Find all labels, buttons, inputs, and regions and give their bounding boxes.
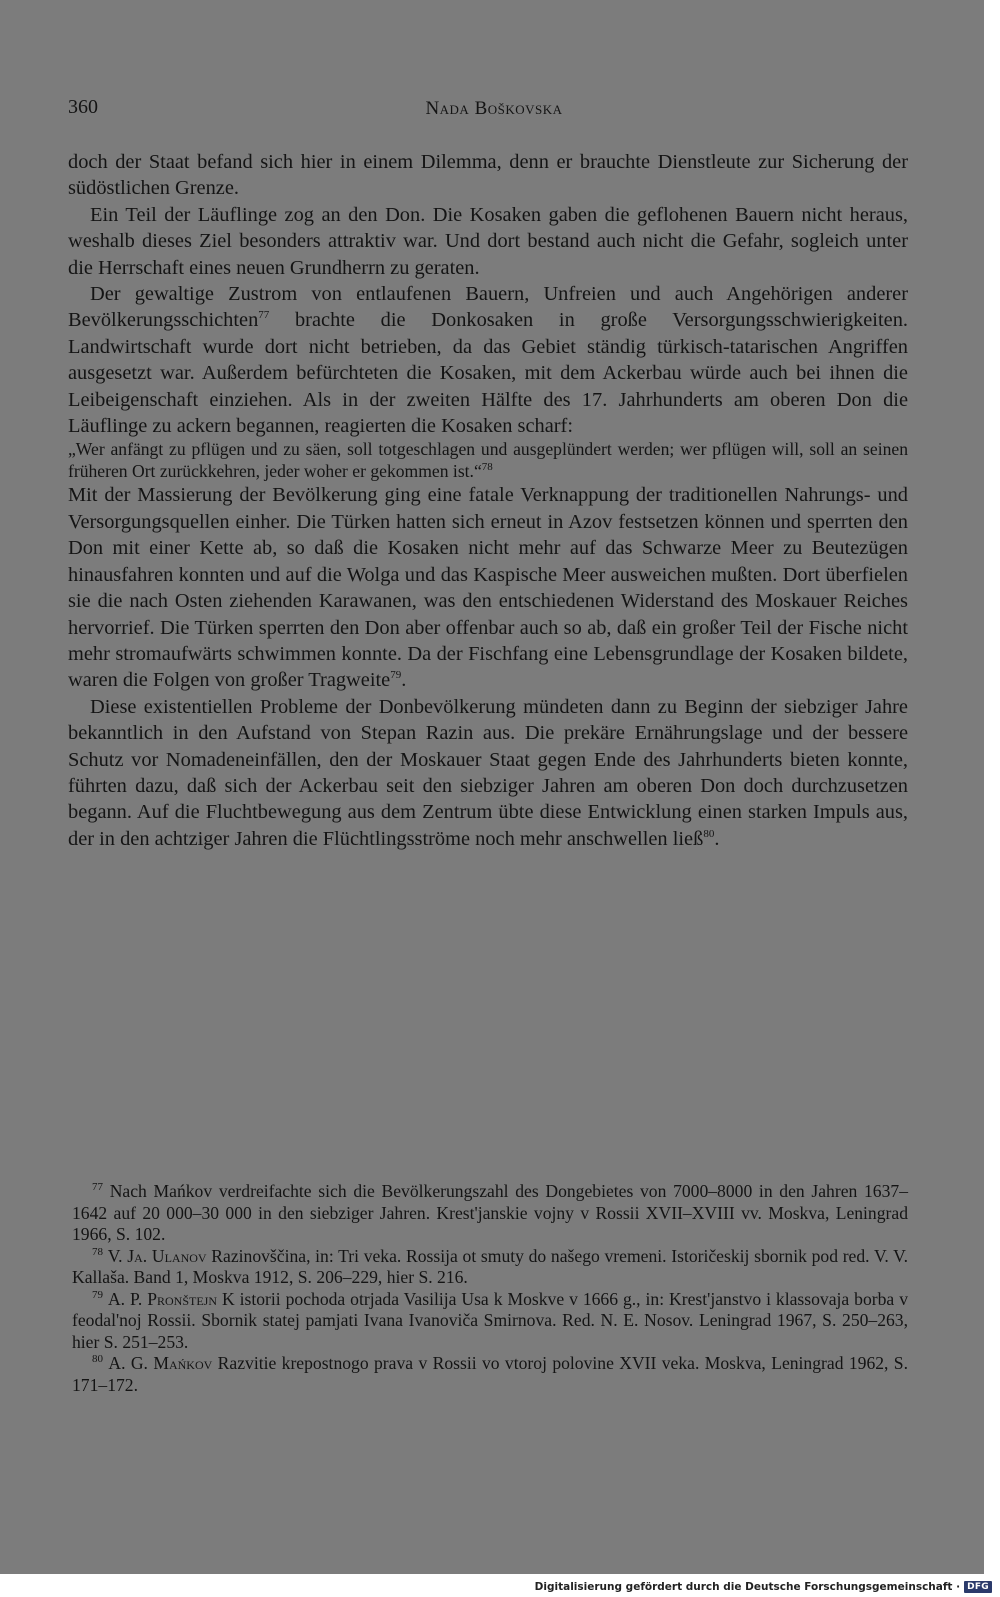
page-header (68, 96, 920, 122)
paragraph-text: . (714, 827, 720, 850)
paragraph-text: . (401, 669, 407, 692)
paragraph-text: Der gewaltige Zustrom von entlaufenen Bauern, Unfreien und auch Angehörigen anderer Bevölkerungsschichten (68, 283, 908, 332)
credit-text: Digitalisierung gefördert durch die Deutsche Forschungsgemeinschaft · (534, 1581, 961, 1593)
footnotes (72, 1181, 908, 1396)
footnote-text: Nach Mańkov verdreifachte sich die Bevölkerungszahl des Dongebietes von 7000–8000 in den Jahren 1637–1642 auf 20 000–30 000 in den siebziger Jahren. Krest'janskie vojny v Rossii XVII–XVIII vv. Moskva, Leningrad 1966, S. 102. (72, 1181, 908, 1244)
footnote-text: Razvitie krepostnogo prava v Rossii vo vtoroj polovine XVII veka. Moskva, Leningrad 1962, S. 171–172. (72, 1353, 908, 1395)
paragraph-text: brachte die Donkosaken in große Versorgungsschwierigkeiten. Landwirtschaft wurde dort nicht betrieben, da das Gebiet ständig türkisch-tatarischen Angriffen ausgesetzt war. Außerdem befürchteten die Kosaken, mit dem Ackerbau würde auch bei ihnen die Leibeigenschaft einziehen. Als in der zweiten Hälfte des 17. Jahrhunderts am oberen Don die Läuflinge zu ackern begannen, reagierten die Kosaken scharf: (68, 309, 908, 438)
paragraph (68, 281, 908, 439)
dfg-logo: DFG (964, 1581, 992, 1593)
running-head: Nada Boškovska (425, 98, 563, 119)
footnote-text: Razinovščina, in: Tri veka. Rossija ot smuty do našego vremeni. Istoričeskij sbornik pod red. V. V. Kallaša. Band 1, Moskva 1912, S. 206–229, hier S. 216. (72, 1245, 908, 1287)
footnote-number: 79 (92, 1288, 103, 1301)
footnote-number: 80 (92, 1353, 103, 1366)
footnote-80 (72, 1353, 908, 1396)
footnote-ref: 79 (390, 669, 402, 682)
page-number: 360 (68, 96, 98, 118)
quote-text: „Wer anfängt zu pflügen und zu säen, soll totgeschlagen und ausgeplündert werden; wer pflügen will, soll an seinen früheren Ort zurückkehren, jeder woher er gekommen ist.“ (68, 439, 908, 481)
footnote-ref: 78 (481, 461, 493, 474)
footnote-number: 78 (92, 1245, 103, 1258)
footnote-number: 77 (92, 1181, 103, 1194)
paragraph-text: Mit der Massierung der Bevölkerung ging eine fatale Verknappung der traditionellen Nahrungs- und Versorgungsquellen einher. Die Türken hatten sich erneut in Azov festsetzen können und sperrten den Don mit einer Kette ab, so daß die Kosaken nicht mehr auf das Schwarze Meer zu Beutezügen hinausfahren konnten und auf die Wolga und das Kaspische Meer ausweichen mußten. Dort überfielen sie die nach Osten ziehenden Karawanen, was den entschiedenen Widerstand des Moskauer Reiches hervorrief. Die Türken sperrten den Don aber offenbar auch so ab, daß ein großer Teil der Fische nicht mehr stromaufwärts schwimmen konnte. Da der Fischfang eine Lebensgrundlage der Kosaken bildete, waren die Folgen von großer Tragweite (68, 484, 908, 692)
paragraph (68, 694, 908, 852)
footnote-author: A. P. Pronštejn (107, 1288, 217, 1309)
paragraph-text: Diese existentiellen Probleme der Donbevölkerung mündeten dann zu Beginn der siebziger Jahre bekanntlich in den Aufstand von Stepan Razin aus. Die prekäre Ernährungslage und der bessere Schutz vor Nomadeneinfällen, den der Moskauer Staat gegen Ende des Jahrhunderts bieten konnte, führten dazu, daß sich der Ackerbau seit den siebziger Jahren am oberen Don doch durchzusetzen begann. Auf die Fluchtbewegung aus dem Zentrum übte diese Entwicklung einen starken Impuls aus, der in den achtziger Jahren die Flüchtlingsströme noch mehr anschwellen ließ (68, 695, 908, 850)
paragraph (68, 482, 908, 693)
digitization-credit (535, 1580, 992, 1594)
footnote-author: V. Ja. Ulanov (107, 1245, 207, 1266)
block-quote (68, 439, 908, 482)
paragraph: doch der Staat befand sich hier in einem Dilemma, denn er brauchte Dienstleute zur Sicherung der südöstlichen Grenze. (68, 151, 908, 200)
footnote-78 (72, 1246, 908, 1289)
footnote-text: K istorii pochoda otrjada Vasilija Usa k Moskve v 1666 g., in: Krest'janstvo i klassovaja borba v feodal'noj Rossii. Sbornik statej pamjati Ivana Ivanoviča Smirnova. Red. N. E. Nosov. Leningrad 1967, S. 250–263, hier S. 251–253. (72, 1288, 908, 1352)
footnote-ref: 80 (703, 827, 715, 840)
body-text (68, 149, 908, 852)
footnote-ref: 77 (258, 309, 270, 322)
paragraph: Ein Teil der Läuflinge zog an den Don. Die Kosaken gaben die geflohenen Bauern nicht heraus, weshalb dieses Ziel besonders attraktiv war. Und dort bestand auch nicht die Gefahr, sogleich unter die Herrschaft eines neuen Grundherrn zu geraten. (68, 203, 908, 279)
footnote-79 (72, 1289, 908, 1354)
footnote-author: A. G. Mańkov (108, 1353, 213, 1373)
footnote-77 (72, 1181, 908, 1246)
